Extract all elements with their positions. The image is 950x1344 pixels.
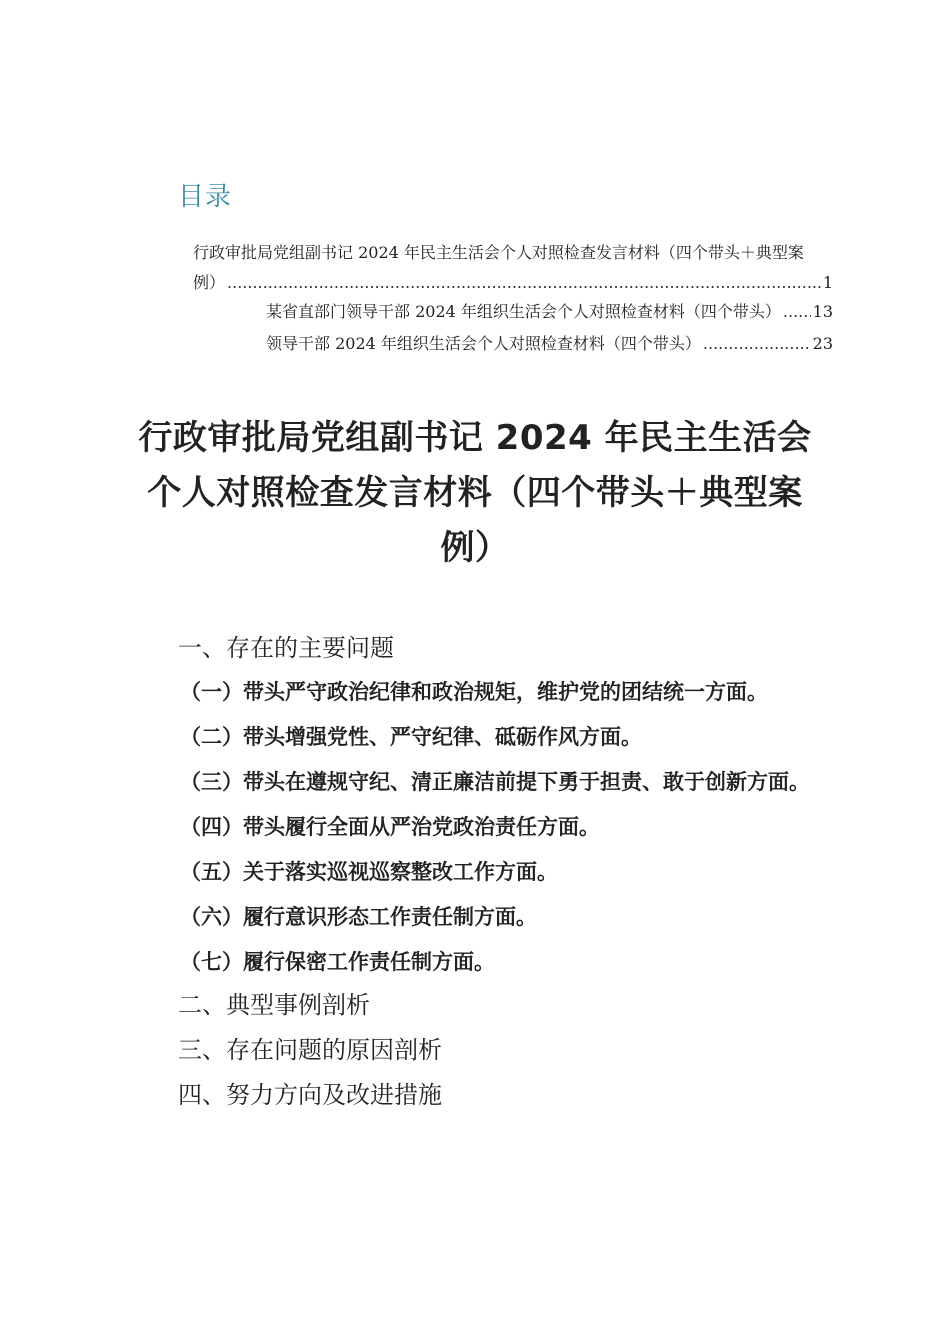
subsection-heading-2: （二）带头增强党性、严守纪律、砥砺作风方面。 bbox=[180, 725, 642, 749]
subsection-heading-6: （六）履行意识形态工作责任制方面。 bbox=[180, 905, 537, 929]
subsection-heading-7: （七）履行保密工作责任制方面。 bbox=[180, 950, 495, 974]
toc-entry-3-text: 领导干部 2024 年组织生活会个人对照检查材料（四个带头） bbox=[266, 334, 701, 353]
toc-entry-1[interactable] bbox=[193, 238, 833, 298]
document-title bbox=[120, 411, 830, 576]
toc-entry-1-line2: 例） bbox=[193, 273, 226, 292]
toc-entry-2-text: 某省直部门领导干部 2024 年组织生活会个人对照检查材料（四个带头） bbox=[266, 302, 781, 321]
subsection-heading-4: （四）带头履行全面从严治党政治责任方面。 bbox=[180, 815, 600, 839]
toc-entry-1-page: 1 bbox=[822, 273, 833, 292]
toc-heading: 目录 bbox=[178, 182, 233, 212]
subsection-heading-1: （一）带头严守政治纪律和政治规矩，维护党的团结统一方面。 bbox=[180, 680, 768, 704]
section-heading-4: 四、努力方向及改进措施 bbox=[178, 1081, 442, 1109]
toc-leader bbox=[703, 331, 811, 357]
toc-entry-2-page: 13 bbox=[812, 302, 833, 321]
toc-entry-2[interactable] bbox=[266, 299, 833, 325]
toc-entry-3-page: 23 bbox=[812, 334, 833, 353]
section-heading-3: 三、存在问题的原因剖析 bbox=[178, 1036, 442, 1064]
document-title-line: 例） bbox=[440, 528, 510, 568]
section-heading-2: 二、典型事例剖析 bbox=[178, 991, 370, 1019]
toc-entry-3[interactable] bbox=[266, 331, 833, 357]
subsection-heading-5: （五）关于落实巡视巡察整改工作方面。 bbox=[180, 860, 558, 884]
document-title-line: 个人对照检查发言材料（四个带头＋典型案 bbox=[147, 473, 803, 513]
toc-leader bbox=[227, 268, 821, 298]
section-heading-1: 一、存在的主要问题 bbox=[178, 634, 394, 662]
toc-entry-1-line1: 行政审批局党组副书记 2024 年民主生活会个人对照检查发言材料（四个带头＋典型案 bbox=[193, 243, 804, 262]
subsection-heading-3: （三）带头在遵规守纪、清正廉洁前提下勇于担责、敢于创新方面。 bbox=[180, 770, 810, 794]
toc-leader bbox=[783, 299, 811, 325]
document-title-line: 行政审批局党组副书记 2024 年民主生活会 bbox=[138, 418, 812, 458]
